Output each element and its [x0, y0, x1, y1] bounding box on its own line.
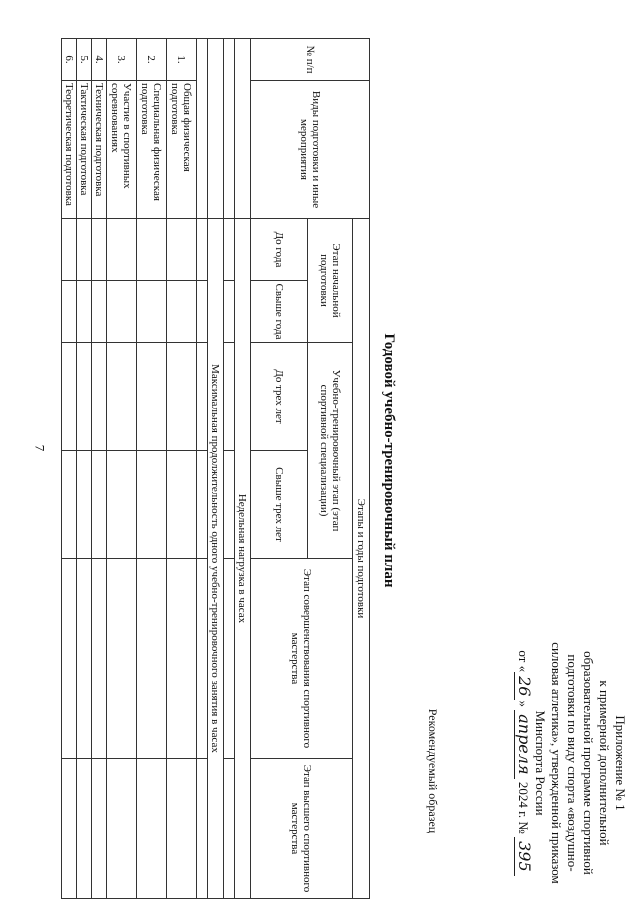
row-num: 5. [77, 39, 92, 81]
header-activities: Виды подготовки и иные мероприятия [251, 81, 370, 219]
blank-cell [197, 759, 208, 899]
header-up-to-three: До трех лет [251, 343, 308, 451]
header-stage-highest: Этап высшего спортивного мастерства [251, 759, 353, 899]
blank-cell [197, 343, 208, 451]
appendix-title: Приложение № 1 [613, 715, 628, 811]
blank-cell [224, 559, 235, 759]
row-label: Специальная физическая подготовка [137, 81, 167, 219]
table-row [62, 39, 77, 899]
training-plan-table [61, 38, 370, 899]
header-num: № п/п [251, 39, 370, 81]
table-row [77, 39, 92, 899]
row-label: Техническая подготовка [92, 81, 107, 219]
table-row [107, 39, 137, 899]
handwritten-month: апреля [514, 710, 534, 778]
page-number: 7 [32, 444, 48, 452]
header-stage-improvement: Этап совершенствования спортивного мастерства [251, 559, 353, 759]
row-label: Тактическая подготовка [77, 81, 92, 219]
row-label: Теоретическая подготовка [62, 81, 77, 219]
max-duration-label: Максимальная продолжительность одного учебно-тренировочного занятия в часах [208, 219, 224, 899]
header-over-year: Свыше года [251, 281, 308, 343]
order-date-line: от «26» апреля 2024 г. № 395 [515, 633, 532, 893]
blank-cell [208, 39, 224, 219]
table-row [167, 39, 197, 899]
header-over-three: Свыше трех лет [251, 451, 308, 559]
row-num: 1. [167, 39, 197, 81]
plan-title: Годовой учебно-тренировочный план [381, 333, 397, 588]
weekly-load-label: Недельная нагрузка в часах [235, 219, 251, 899]
header-stage-training: Учебно-тренировочный этап (этап спортивной специализации) [308, 343, 353, 559]
appendix-line: образовательной программе спортивной [581, 651, 596, 875]
blank-cell [197, 39, 208, 219]
row-num: 3. [107, 39, 137, 81]
handwritten-order-number: 395 [514, 837, 534, 876]
handwritten-day: 26 [514, 672, 534, 700]
table-row [92, 39, 107, 899]
blank-cell [197, 559, 208, 759]
recommended-sample-note: Рекомендуемый образец [426, 708, 440, 834]
header-stages-years: Этапы и годы подготовки [353, 219, 370, 899]
blank-cell [224, 343, 235, 451]
blank-cell [224, 281, 235, 343]
appendix-header [515, 633, 628, 893]
row-num: 2. [137, 39, 167, 81]
appendix-line: Минспорта России [533, 710, 548, 816]
blank-cell [197, 219, 208, 281]
appendix-line: подготовки по виду спорта «воздушно- [565, 654, 580, 872]
header-up-to-year: До года [251, 219, 308, 281]
appendix-line: силовая атлетика», утвержденной приказом [549, 642, 564, 884]
blank-cell [197, 451, 208, 559]
blank-cell [224, 759, 235, 899]
row-label: Общая физическая подготовка [167, 81, 197, 219]
blank-cell [224, 39, 235, 219]
blank-cell [235, 39, 251, 219]
blank-cell [224, 451, 235, 559]
row-label: Участие в спортивных соревнованиях [107, 81, 137, 219]
row-num: 4. [92, 39, 107, 81]
header-stage-initial: Этап начальной подготовки [308, 219, 353, 343]
blank-cell [224, 219, 235, 281]
blank-cell [197, 281, 208, 343]
appendix-line: к примерной дополнительной [597, 680, 612, 846]
table-row [137, 39, 167, 899]
row-num: 6. [62, 39, 77, 81]
